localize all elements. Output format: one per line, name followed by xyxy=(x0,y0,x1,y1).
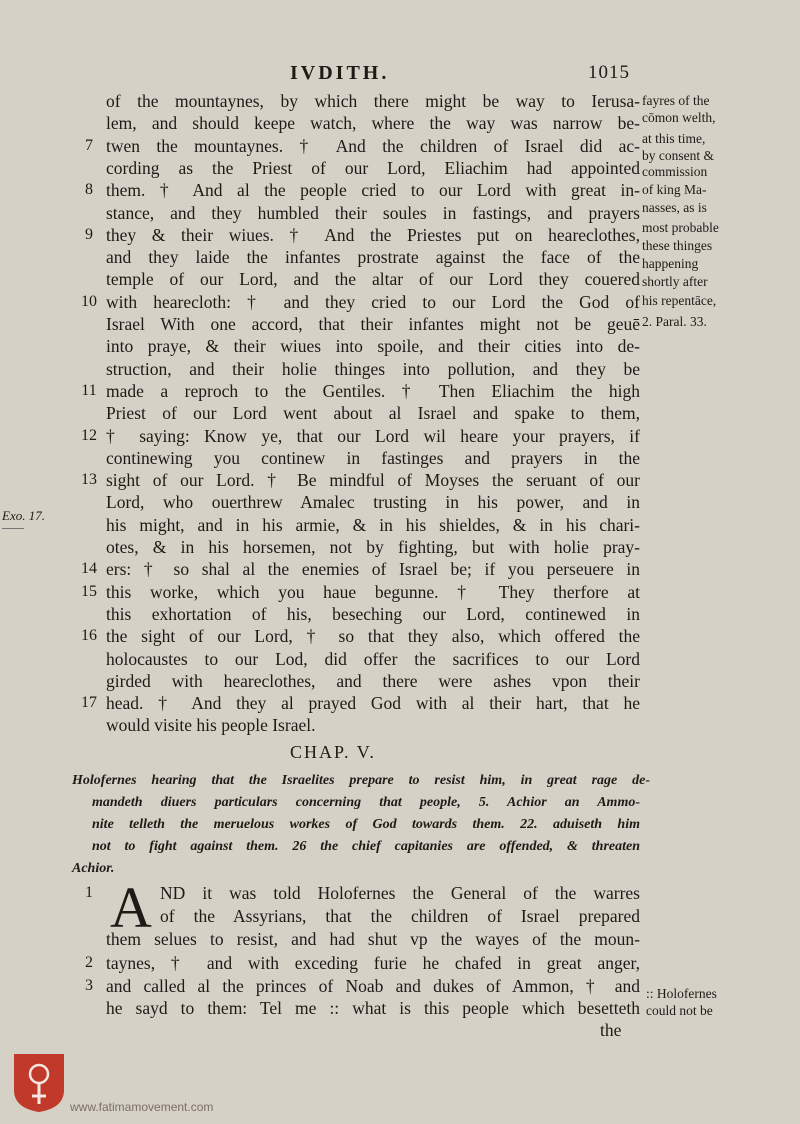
watermark-url: www.fatimamovement.com xyxy=(70,1100,214,1114)
body-line: this exhortation of his, beseching our Lord, continewed in xyxy=(106,603,640,624)
body-line: continewing you continew in fastinges and prayers in the xyxy=(106,447,640,468)
body-line: of the mountaynes, by which there might be way to Ierusa- xyxy=(106,91,640,111)
body-line: with hearecloth: † and they cried to our Lord the God of xyxy=(106,291,640,312)
chapter-line: of the Assyrians, that the children of Israel prepared xyxy=(160,906,640,926)
body-line: Lord, who ouerthrew Amalec trusting in his power, and in xyxy=(106,492,640,513)
verse-number: 14 xyxy=(81,560,97,578)
body-line: the sight of our Lord, † so that they also, which offered the xyxy=(106,626,640,647)
margin-note-left: Exo. 17. xyxy=(2,508,45,523)
body-line: into praye, & their wiues into spoile, and their cities into de- xyxy=(106,336,640,357)
margin-note-line: :: Holofernes xyxy=(646,986,717,1001)
margin-note-line: shortly after xyxy=(642,274,708,289)
margin-note-line: most probable xyxy=(642,220,719,235)
verse-number: 1 xyxy=(85,884,93,901)
argument-line: mandeth diuers particulars concerning that people, 5. Achior an Ammo- xyxy=(92,795,640,810)
margin-note-line: by consent & xyxy=(642,148,714,163)
margin-note-line: cōmon welth, xyxy=(642,110,716,125)
running-title: IVDITH. xyxy=(290,62,390,84)
margin-note-line: his repentāce, xyxy=(642,293,717,308)
verse-number: 9 xyxy=(85,225,93,243)
body-line: head. † And they al prayed God with al their hart, that he xyxy=(106,693,640,714)
chapter-line: ND it was told Holofernes the General of the warres xyxy=(160,883,640,903)
margin-note-line: these thinges xyxy=(642,238,713,253)
chapter-line: he sayd to them: Tel me :: what is this people which besetteth xyxy=(106,998,640,1018)
catchword: the xyxy=(600,1020,622,1040)
verse-number: 16 xyxy=(81,627,97,645)
chapter-line: taynes, † and with exceding furie he chafed in great anger, xyxy=(106,953,640,973)
chapter-line: and called al the princes of Noab and dukes of Ammon, † and xyxy=(106,976,640,996)
body-line: ers: † so shal al the enemies of Israel be; if you perseuere in xyxy=(106,559,640,580)
chapter-line: them selues to resist, and had shut vp the wayes of the moun- xyxy=(106,929,640,949)
body-line: this worke, which you haue begunne. † They therfore at xyxy=(106,581,640,602)
verse-number: 12 xyxy=(81,426,97,444)
verse-number: 8 xyxy=(85,181,93,199)
verse-number: 3 xyxy=(85,977,93,994)
margin-note-line: commission xyxy=(642,164,708,179)
body-line: they & their wiues. † And the Priestes put on heareclothes, xyxy=(106,224,640,245)
margin-note-line: fayres of the xyxy=(642,93,710,108)
margin-note-line: could not be xyxy=(646,1003,713,1018)
argument-line: Holofernes hearing that the Israelites prepare to resist him, in great rage de- xyxy=(72,773,650,788)
body-line: girded with heareclothes, and there were ashes vpon their xyxy=(106,670,640,691)
margin-note-line: happening xyxy=(642,256,699,271)
body-line: cording as the Priest of our Lord, Eliachim had appointed xyxy=(106,157,640,178)
body-line: † saying: Know ye, that our Lord wil heare your prayers, if xyxy=(106,425,640,446)
chapter-heading: CHAP. V. xyxy=(290,742,376,762)
verse-number: 2 xyxy=(85,954,93,971)
body-line: temple of our Lord, and the altar of our Lord they couered xyxy=(106,269,640,290)
margin-note-line: 2. Paral. 33. xyxy=(642,314,707,329)
margin-note-line: at this time, xyxy=(642,131,706,146)
page-number: 1015 xyxy=(588,62,630,83)
body-line: would visite his people Israel. xyxy=(106,715,316,736)
body-line: his might, and in his armie, & in his shieldes, & in his chari- xyxy=(106,514,640,535)
argument-line: nite telleth the meruelous workes of God towards them. 22. aduiseth him xyxy=(92,817,640,832)
body-line: lem, and should keepe watch, where the way was narrow be- xyxy=(106,113,640,134)
margin-note-line: of king Ma- xyxy=(642,182,707,197)
body-line: stance, and they humbled their soules in fastings, and prayers xyxy=(106,202,640,223)
body-line: struction, and their holie thinges into pollution, and they be xyxy=(106,358,640,379)
argument-line: Achior. xyxy=(72,861,115,876)
margin-rule xyxy=(2,528,24,529)
verse-number: 7 xyxy=(85,136,93,154)
fatima-seal-logo xyxy=(12,1052,66,1114)
margin-note-line: nasses, as is xyxy=(642,200,707,215)
verse-number: 17 xyxy=(81,694,97,712)
body-line: and they laide the infantes prostrate against the face of the xyxy=(106,247,640,268)
body-line: holocaustes to our Lod, did offer the sacrifices to our Lord xyxy=(106,648,640,669)
body-line: otes, & in his horsemen, not by fighting, but with holie pray- xyxy=(106,537,640,557)
verse-number: 10 xyxy=(81,292,97,310)
argument-line: not to fight against them. 26 the chief capitanies are offended, & threaten xyxy=(92,839,640,854)
verse-number: 13 xyxy=(81,471,97,489)
body-line: Israel With one accord, that their infantes might not be geuē xyxy=(106,314,640,334)
body-line: twen the mountaynes. † And the children of Israel did ac- xyxy=(106,135,640,156)
drop-cap: A xyxy=(110,875,152,940)
body-line: them. † And al the people cried to our Lord with great in- xyxy=(106,180,640,201)
body-line: sight of our Lord. † Be mindful of Moyses the seruant of our xyxy=(106,470,640,491)
body-line: made a reproch to the Gentiles. † Then Eliachim the high xyxy=(106,380,640,401)
verse-number: 11 xyxy=(81,381,97,399)
verse-number: 15 xyxy=(81,582,97,600)
body-line: Priest of our Lord went about al Israel and spake to them, xyxy=(106,403,640,424)
